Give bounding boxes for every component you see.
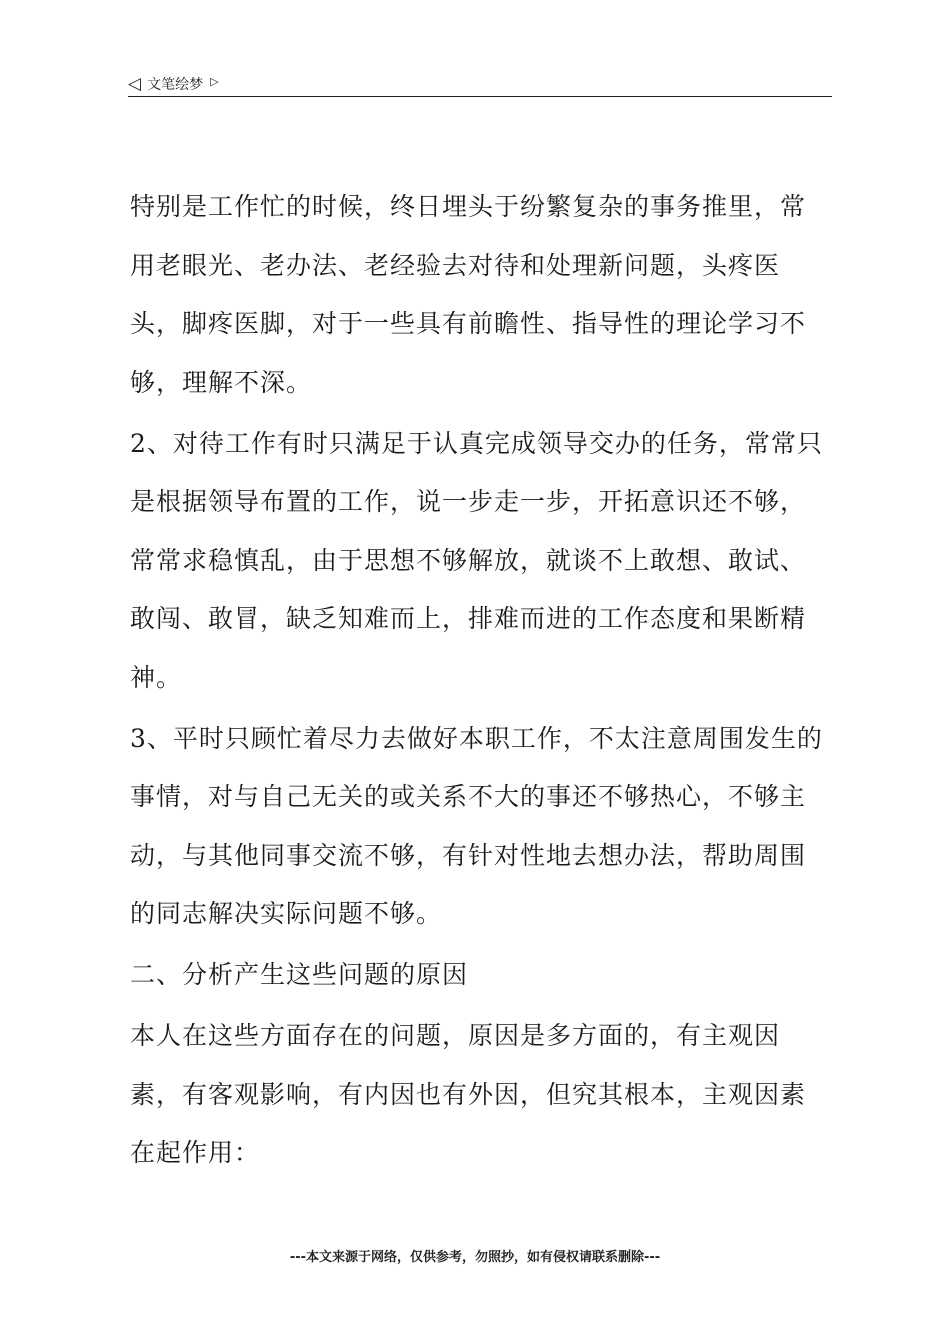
paragraph: 特别是工作忙的时候，终日埋头于纷繁复杂的事务推里，常用老眼光、老办法、老经验去对待和处理新问题，头疼医头，脚疼医脚，对于一些具有前瞻性、指导性的理论学习不够，理解不深。 [130,192,807,397]
triangle-right-icon: ▷ [210,74,219,88]
page-header [128,70,832,98]
paragraph: 本人在这些方面存在的问题，原因是多方面的，有主观因素，有客观影响，有内因也有外因，但究其根本，主观因素在起作用： [130,1021,807,1167]
header-brand [128,74,219,94]
header-divider [128,96,832,97]
brand-text: 文笔绘梦 [147,77,204,93]
triangle-left-icon: ◁ [128,73,142,94]
paragraph: 2、对待工作有时只满足于认真完成领导交办的任务，常常只是根据领导布置的工作，说一步走一步，开拓意识还不够，常常求稳慎乱，由于思想不够解放，就谈不上敢想、敢试、敢闯、敢冒，缺乏知难而上，排难而进的工作态度和果断精神。 [130,428,823,692]
paragraph: 3、平时只顾忙着尽力去做好本职工作，不太注意周围发生的事情，对与自己无关的或关系不大的事还不够热心，不够主动，与其他同事交流不够，有针对性地去想办法，帮助周围的同志解决实际问题不够。 [130,723,823,928]
document-body [130,178,830,1185]
footer-notice: ---本文来源于网络，仅供参考，勿照抄，如有侵权请联系删除--- [289,1250,661,1265]
section-heading: 二、分析产生这些问题的原因 [130,960,469,989]
